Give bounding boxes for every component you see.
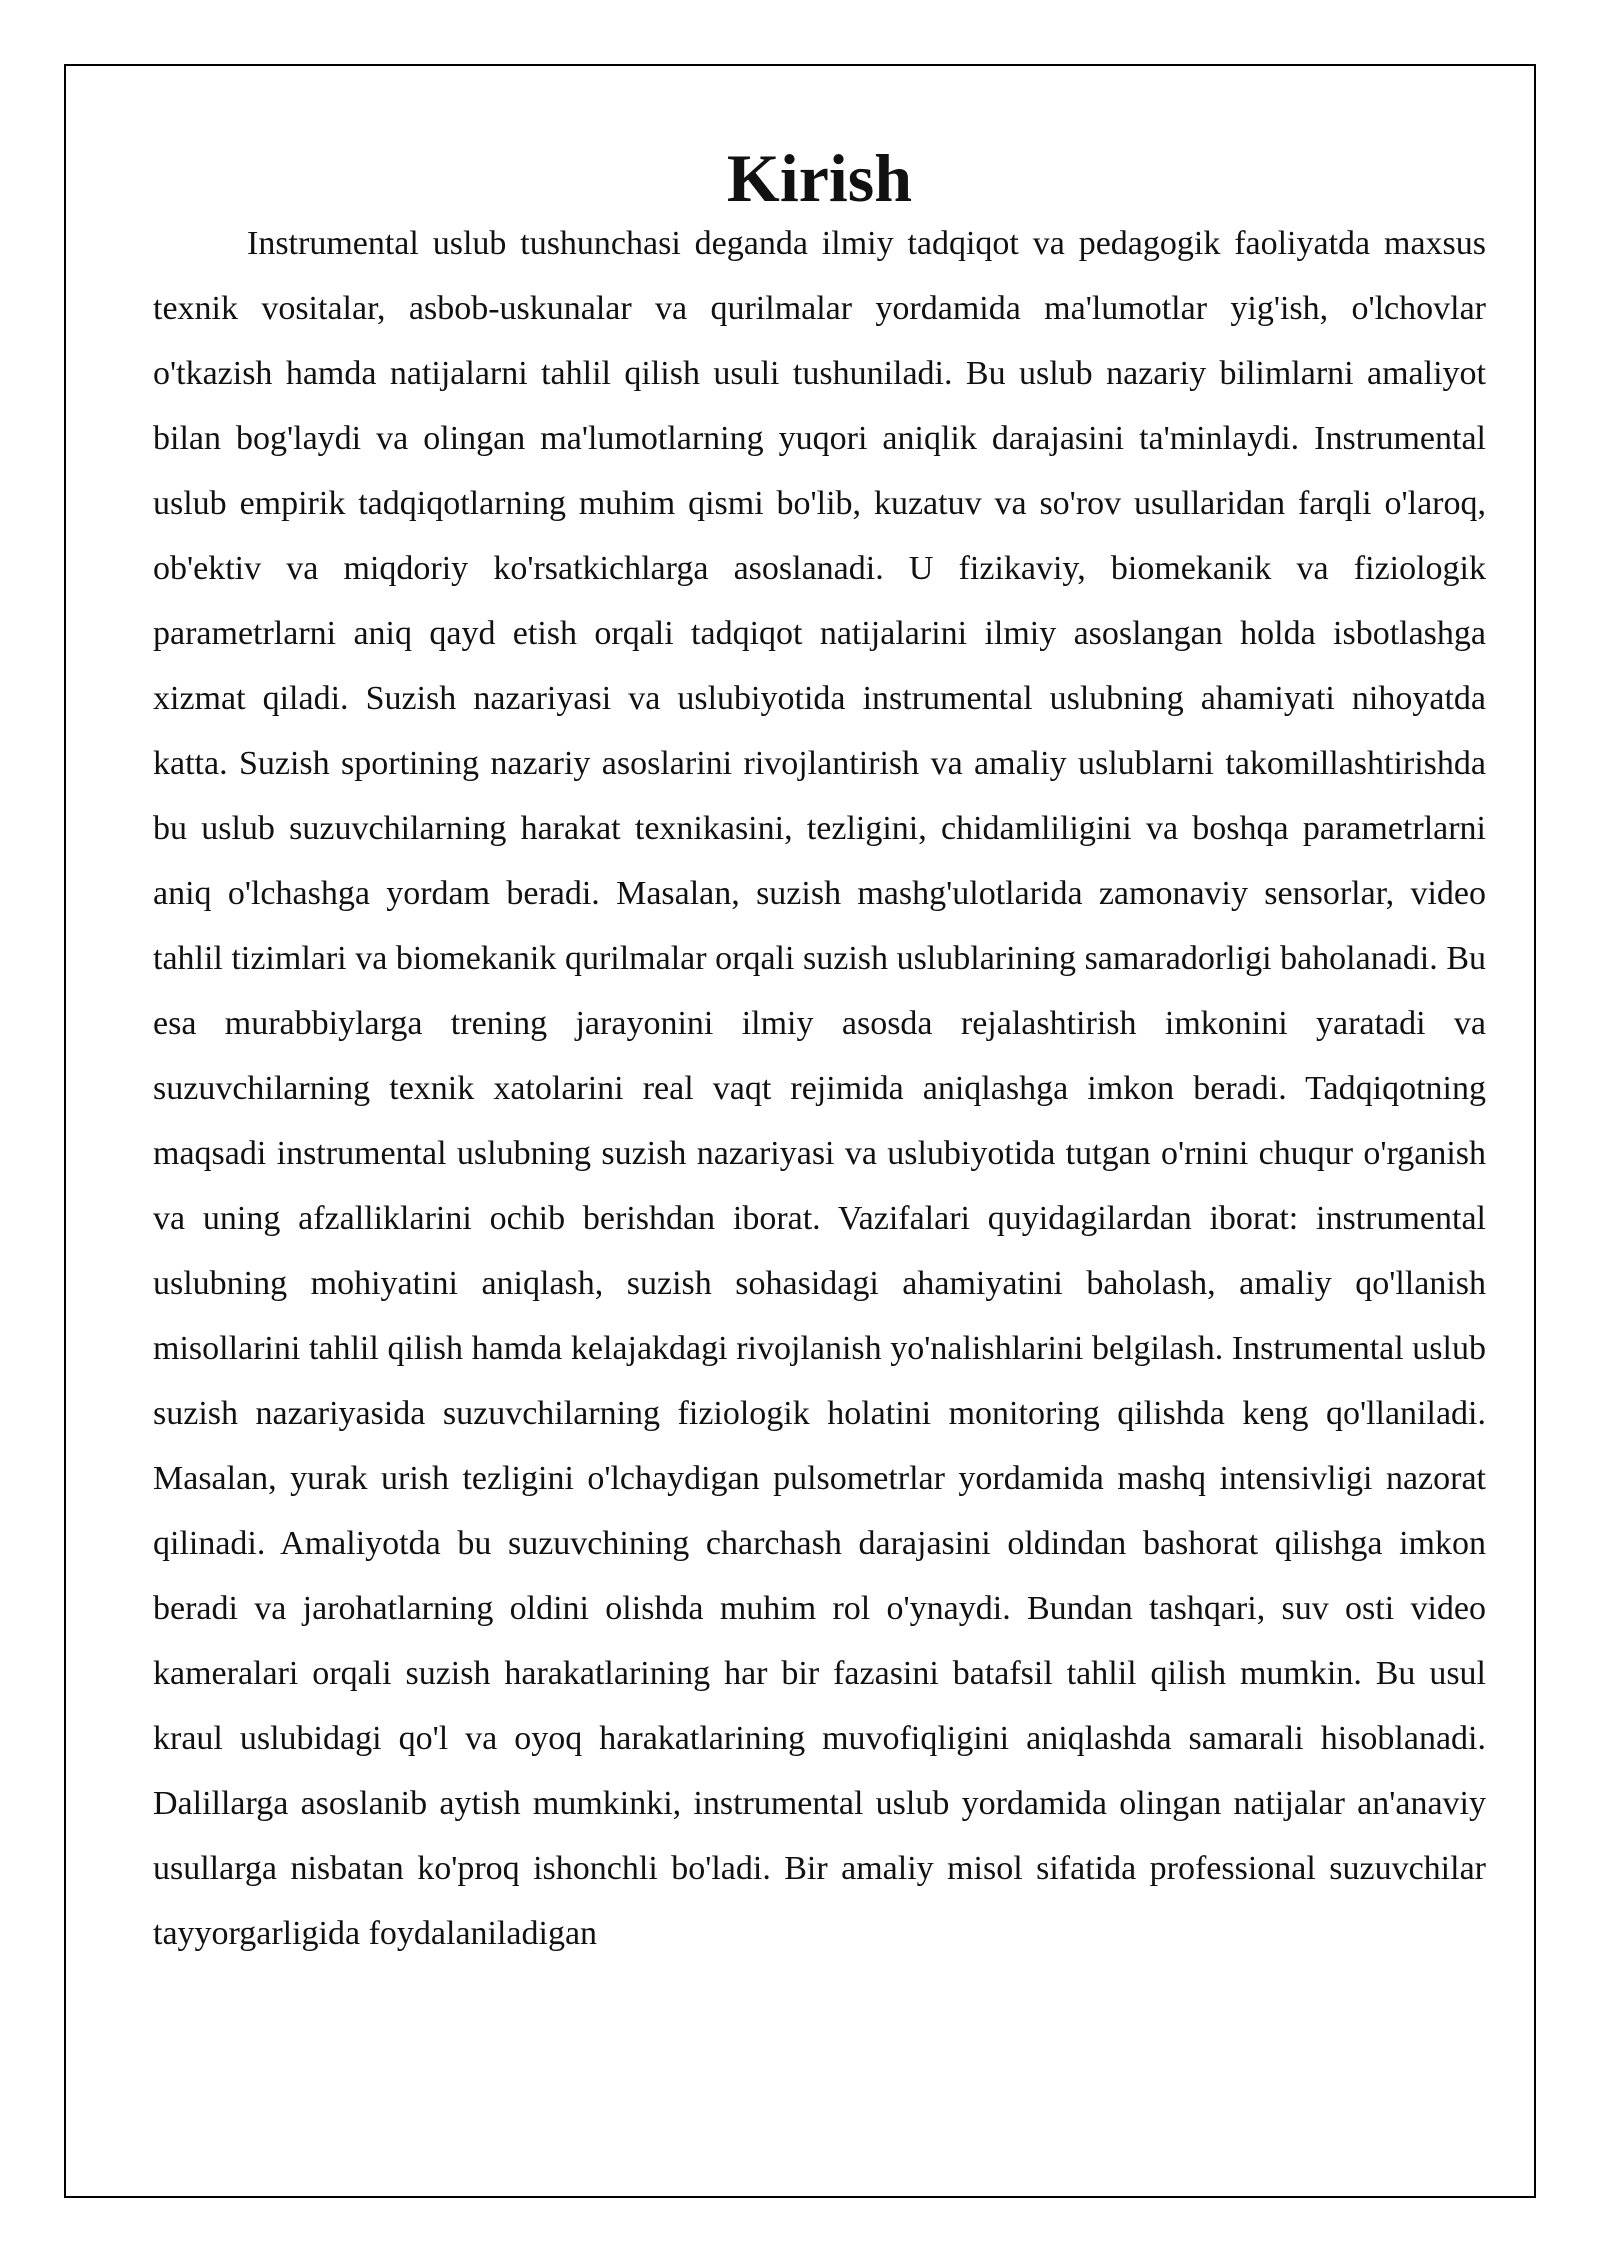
document-title: Kirish: [726, 140, 913, 216]
body-paragraph: Instrumental uslub tushunchasi deganda ilmiy tadqiqot va pedagogik faoliyatda maxsus texnik vositalar, asbob-uskunalar va qurilmalar yordamida ma'lumotlar yig'ish, o'lchovlar o'tkazish hamda natijalarni tahlil qilish usuli tushuniladi. Bu uslub nazariy bilimlarni amaliyot bilan bog'laydi va olingan ma'lumotlarning yuqori aniqlik darajasini ta'minlaydi. Instrumental uslub empirik tadqiqotlarning muhim qismi bo'lib, kuzatuv va so'rov usullaridan farqli o'laroq, ob'ektiv va miqdoriy ko'rsatkichlarga asoslanadi. U fizikaviy, biomekanik va fiziologik parametrlarni aniq qayd etish orqali tadqiqot natijalarini ilmiy asoslangan holda isbotlashga xizmat qiladi. Suzish nazariyasi va uslubiyotida instrumental uslubning ahamiyati nihoyatda katta. Suzish sportining nazariy asoslarini rivojlantirish va amaliy uslublarni takomillashtirishda bu uslub suzuvchilarning harakat texnikasini, tezligini, chidamliligini va boshqa parametrlarni aniq o'lchashga yordam beradi. Masalan, suzish mashg'ulotlarida zamonaviy sensorlar, video tahlil tizimlari va biomekanik qurilmalar orqali suzish uslublarining samaradorligi baholanadi. Bu esa murabbiylarga trening jarayonini ilmiy asosda rejalashtirish imkonini yaratadi va suzuvchilarning texnik xatolarini real vaqt rejimida aniqlashga imkon beradi. Tadqiqotning maqsadi instrumental uslubning suzish nazariyasi va uslubiyotida tutgan o'rnini chuqur o'rganish va uning afzalliklarini ochib berishdan iborat. Vazifalari quyidagilardan iborat: instrumental uslubning mohiyatini aniqlash, suzish sohasidagi ahamiyatini baholash, amaliy qo'llanish misollarini tahlil qilish hamda kelajakdagi rivojlanish yo'nalishlarini belgilash. Instrumental uslub suzish nazariyasida suzuvchilarning fiziologik holatini monitoring qilishda keng qo'llaniladi. Masalan, yurak urish tezligini o'lchaydigan pulsometrlar yordamida mashq intensivligi nazorat qilinadi. Amaliyotda bu suzuvchining charchash darajasini oldindan bashorat qilishga imkon beradi va jarohatlarning oldini olishda muhim rol o'ynaydi. Bundan tashqari, suv osti video kameralari orqali suzish harakatlarining har bir fazasini batafsil tahlil qilish mumkin. Bu usul kraul uslubidagi qo'l va oyoq harakatlarining muvofiqligini aniqlashda samarali hisoblanadi. Dalillarga asoslanib aytish mumkinki, instrumental uslub yordamida olingan natijalar an'anaviy usullarga nisbatan ko'proq ishonchli bo'ladi. Bir amaliy misol sifatida professional suzuvchilar tayyorgarligida foydalaniladigan: [153, 225, 1486, 1952]
document-content: [153, 140, 1486, 1966]
